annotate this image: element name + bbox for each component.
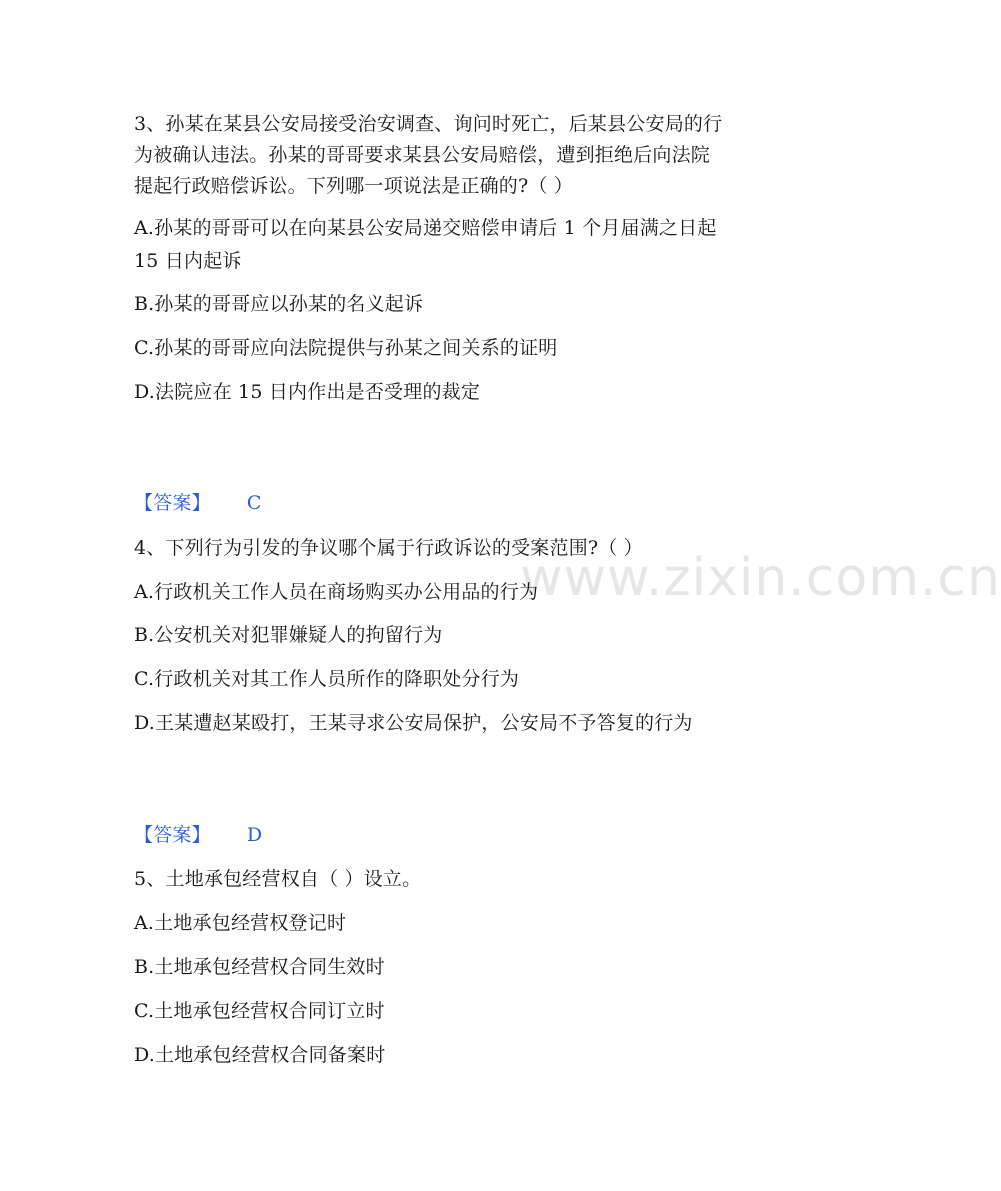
question-4-option-a: A.行政机关工作人员在商场购买办公用品的行为 (134, 581, 539, 603)
answer-label: 【答案】 (134, 824, 211, 846)
question-3-option-b: B.孙某的哥哥应以孙某的名义起诉 (134, 293, 424, 315)
question-4-option-c: C.行政机关对其工作人员所作的降职处分行为 (134, 668, 520, 690)
question-4-answer (134, 820, 262, 850)
question-4-text: 4、下列行为引发的争议哪个属于行政诉讼的受案范围?（ ） (134, 537, 643, 559)
question-5-option-b: B.土地承包经营权合同生效时 (134, 956, 385, 978)
question-4-option-b: B.公安机关对犯罪嫌疑人的拘留行为 (134, 624, 443, 646)
question-3-option-a-line-2: 15 日内起诉 (134, 250, 242, 272)
answer-value: C (246, 492, 262, 514)
question-4-option-d: D.王某遭赵某殴打，王某寻求公安局保护，公安局不予答复的行为 (134, 712, 693, 734)
question-5-option-c: C.土地承包经营权合同订立时 (134, 1000, 385, 1022)
answer-label: 【答案】 (134, 492, 211, 514)
question-5-option-d: D.土地承包经营权合同备案时 (134, 1044, 386, 1066)
question-3-option-d: D.法院应在 15 日内作出是否受理的裁定 (134, 381, 481, 403)
question-3-text-line-1: 3、孙某在某县公安局接受治安调查、询问时死亡，后某县公安局的行 (134, 113, 723, 135)
question-3-answer (134, 488, 262, 518)
question-5-text: 5、土地承包经营权自（ ）设立。 (134, 868, 422, 890)
question-3-text-line-2: 为被确认违法。孙某的哥哥要求某县公安局赔偿，遭到拒绝后向法院 (134, 144, 711, 166)
question-3-option-c: C.孙某的哥哥应向法院提供与孙某之间关系的证明 (134, 337, 558, 359)
answer-value: D (246, 824, 263, 846)
question-3-option-a-line-1: A.孙某的哥哥可以在向某县公安局递交赔偿申请后 1 个月届满之日起 (134, 217, 717, 239)
question-3-text-line-3: 提起行政赔偿诉讼。下列哪一项说法是正确的?（ ） (134, 175, 574, 197)
question-5-option-a: A.土地承包经营权登记时 (134, 912, 347, 934)
watermark: www.zixin.com.cn (520, 548, 1001, 608)
